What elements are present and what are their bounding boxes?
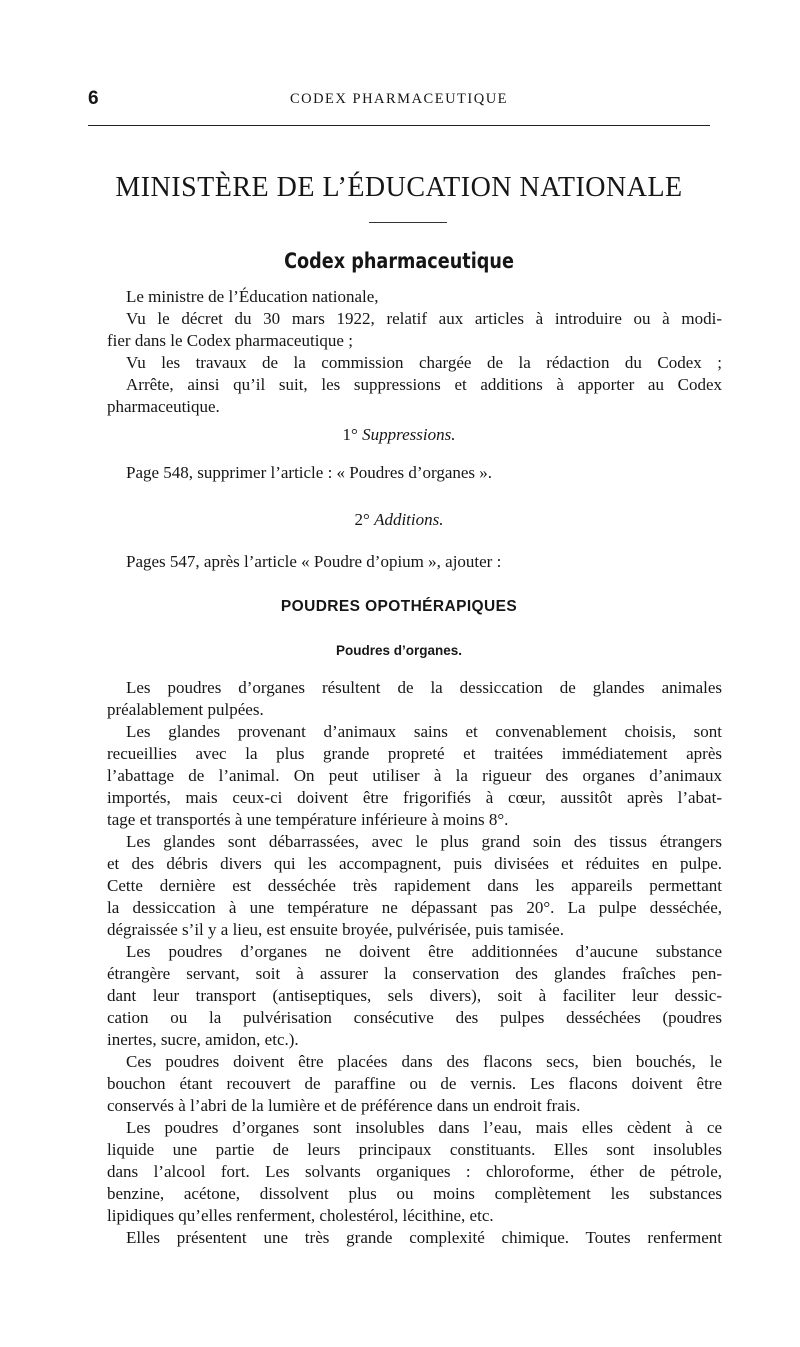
preamble-line: Arrête, ainsi qu’il suit, les suppressions et additions à apporter au Codex	[126, 375, 722, 394]
body-line: étrangère servant, soit à assurer la conservation des glandes fraîches pen-	[107, 964, 722, 983]
body-line: la dessiccation à une température ne dépassant pas 20°. La pulpe desséchée,	[107, 898, 722, 917]
suppressions-heading	[88, 425, 710, 445]
body-line: l’abattage de l’animal. On peut utiliser à la rigueur des organes d’animaux	[107, 766, 722, 785]
additions-label: Additions.	[374, 510, 444, 529]
body-line: cation ou la pulvérisation consécutive des pulpes desséchées (poudres	[107, 1008, 722, 1027]
preamble-line: fier dans le Codex pharmaceutique ;	[107, 331, 353, 350]
body-line: liquide une partie de leurs principaux constituants. Elles sont insolubles	[107, 1140, 722, 1159]
body-line: préalablement pulpées.	[107, 700, 264, 719]
preamble-line: Le ministre de l’Éducation nationale,	[126, 287, 379, 306]
body-line: bouchon étant recouvert de paraffine ou de vernis. Les flacons doivent être	[107, 1074, 722, 1093]
additions-heading	[88, 510, 710, 530]
header-rule	[88, 125, 710, 126]
body-line: inertes, sucre, amidon, etc.).	[107, 1030, 299, 1049]
body-line: dans l’alcool fort. Les solvants organiques : chloroforme, éther de pétrole,	[107, 1162, 722, 1181]
body-line: dégraissée s’il y a lieu, est ensuite broyée, pulvérisée, puis tamisée.	[107, 920, 564, 939]
preamble-line: Vu les travaux de la commission chargée de la rédaction du Codex ;	[126, 353, 722, 372]
body-line: Les glandes provenant d’animaux sains et convenablement choisis, sont	[126, 722, 722, 741]
body-line: Les poudres d’organes ne doivent être additionnées d’aucune substance	[126, 942, 722, 961]
body-line: dant leur transport (antiseptiques, sels divers), soit à faciliter leur dessic-	[107, 986, 722, 1005]
ministry-title: MINISTÈRE DE L’ÉDUCATION NATIONALE	[115, 172, 683, 203]
body-line: Les glandes sont débarrassées, avec le plus grand soin des tissus étrangers	[126, 832, 722, 851]
additions-text: Pages 547, après l’article « Poudre d’opium », ajouter :	[126, 552, 502, 571]
running-head	[88, 88, 710, 114]
body-line: Les poudres d’organes sont insolubles dans l’eau, mais elles cèdent à ce	[126, 1118, 722, 1137]
body-line: Elles présentent une très grande complexité chimique. Toutes renferment	[126, 1228, 722, 1247]
body-line: Les poudres d’organes résultent de la dessiccation de glandes animales	[126, 678, 722, 697]
preamble	[107, 286, 722, 418]
organes-subtitle: Poudres d’organes.	[335, 643, 463, 658]
body-line: et des débris divers qui les accompagnent, puis divisées et réduites en pulpe.	[107, 854, 722, 873]
body-line: conservés à l’abri de la lumière et de préférence dans un endroit frais.	[107, 1096, 581, 1115]
suppressions-text: Page 548, supprimer l’article : « Poudres d’organes ».	[126, 463, 493, 482]
poudres-title: POUDRES OPOTHÉRAPIQUES	[280, 598, 518, 615]
body-line: Ces poudres doivent être placées dans des flacons secs, bien bouchés, le	[126, 1052, 722, 1071]
suppressions-number: 1°	[342, 425, 358, 444]
body-line: recueillies avec la plus grande propreté et traitées immédiatement après	[107, 744, 722, 763]
additions-number: 2°	[354, 510, 370, 529]
codex-heading: Codex pharmaceutique	[284, 249, 514, 273]
preamble-line: Vu le décret du 30 mars 1922, relatif aux articles à introduire ou à modi-	[126, 309, 722, 328]
body-line: tage et transportés à une température inférieure à moins 8°.	[107, 810, 509, 829]
body-line: lipidiques qu’elles renferment, cholestérol, lécithine, etc.	[107, 1206, 494, 1225]
body-text	[107, 677, 722, 1249]
additions-text-block	[107, 551, 722, 573]
running-title: CODEX PHARMACEUTIQUE	[289, 91, 509, 107]
body-line: importés, mais ceux-ci doivent être frigorifiés à cœur, aussitôt après l’abat-	[107, 788, 722, 807]
suppressions-label: Suppressions.	[362, 425, 456, 444]
page-number: 6	[88, 88, 99, 109]
suppressions-text-block	[107, 462, 722, 484]
title-divider	[369, 222, 447, 223]
preamble-line: pharmaceutique.	[107, 397, 220, 416]
body-line: benzine, acétone, dissolvent plus ou moins complètement les substances	[107, 1184, 722, 1203]
body-line: Cette dernière est desséchée très rapidement dans les appareils permettant	[107, 876, 722, 895]
